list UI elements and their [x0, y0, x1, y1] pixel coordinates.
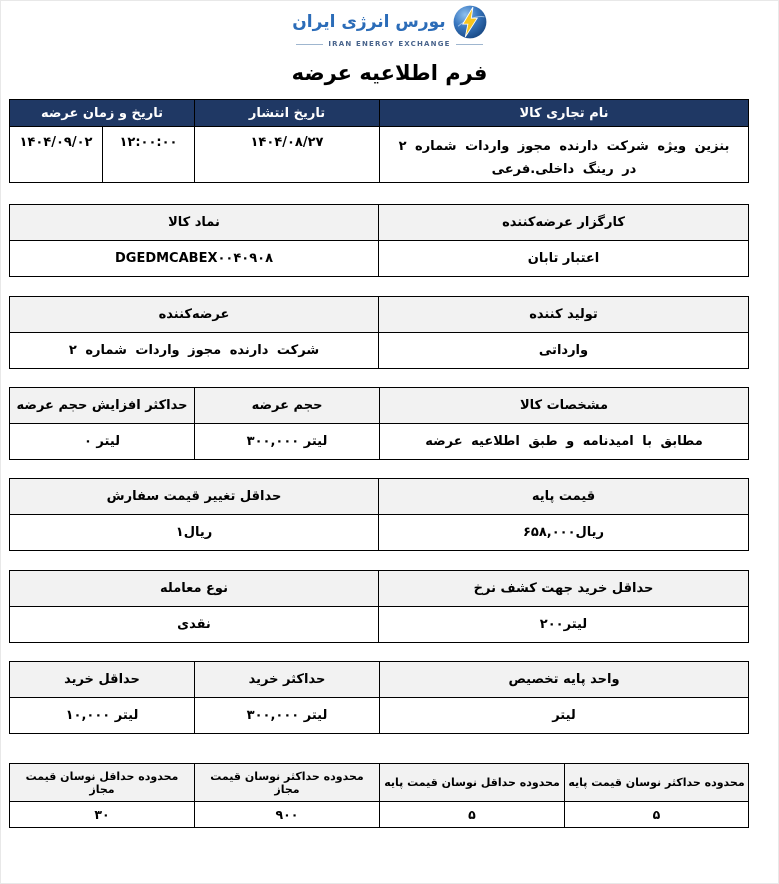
symbol-value: DGEDMCABEX۰۰۴۰۹۰۸: [10, 241, 379, 277]
value-row: [10, 424, 749, 460]
min-buy-header: حداقل خرید: [10, 662, 195, 698]
min-buy-value: لیتر ۱۰,۰۰۰: [10, 698, 195, 734]
logo-rule-left: [296, 44, 323, 45]
header-row: [10, 297, 749, 333]
fluctuation-limits-table: [9, 763, 749, 828]
logo-english-name: IRAN ENERGY EXCHANGE: [328, 40, 451, 48]
specs-volume-table: [9, 387, 749, 460]
max-increase-value: لیتر ۰: [10, 424, 195, 460]
max-buy-value: لیتر ۳۰۰,۰۰۰: [195, 698, 380, 734]
publish-date-header: تاریخ انتشار: [195, 100, 380, 127]
value-row: [10, 241, 749, 277]
header-row: [10, 571, 749, 607]
supply-time-value: ۱۲:۰۰:۰۰: [103, 127, 195, 183]
irenex-logo: [0, 5, 779, 48]
alloc-unit-value: لیتر: [380, 698, 749, 734]
header-row: [10, 662, 749, 698]
logo-subtitle-row: [297, 40, 483, 48]
min-base-fluct-header: محدوده حداقل نوسان قیمت پایه: [380, 764, 565, 802]
max-base-fluct-value: ۵: [565, 802, 749, 828]
publish-date-value: ۱۴۰۴/۰۸/۲۷: [195, 127, 380, 183]
producer-value: وارداتی: [379, 333, 749, 369]
min-discovery-header: حداقل خرید جهت کشف نرخ: [379, 571, 749, 607]
supplier-value: شرکت دارنده مجوز واردات شماره ۲: [10, 333, 379, 369]
value-row: [10, 515, 749, 551]
min-discovery-value: لیتر۲۰۰: [379, 607, 749, 643]
specs-value: مطابق با امیدنامه و طبق اطلاعیه عرضه: [380, 424, 749, 460]
trade-name-value: بنزین ویژه شرکت دارنده مجوز واردات شماره ۲ در رینگ داخلی.فرعی: [380, 127, 749, 183]
logo-rule-right: [456, 44, 483, 45]
tick-header: حداقل تغییر قیمت سفارش: [10, 479, 379, 515]
header-row: [9, 100, 748, 127]
max-allowed-fluct-header: محدوده حداکثر نوسان قیمت مجاز: [195, 764, 380, 802]
broker-value: اعتبار تابان: [379, 241, 749, 277]
trade-type-value: نقدی: [10, 607, 379, 643]
min-allowed-fluct-value: ۳۰: [10, 802, 195, 828]
value-row: [10, 607, 749, 643]
max-allowed-fluct-value: ۹۰۰: [195, 802, 380, 828]
min-allowed-fluct-header: محدوده حداقل نوسان قیمت مجاز: [10, 764, 195, 802]
min-base-fluct-value: ۵: [380, 802, 565, 828]
supply-datetime-header: تاریخ و زمان عرضه: [9, 100, 194, 127]
header-row: [10, 479, 749, 515]
volume-header: حجم عرضه: [195, 388, 380, 424]
volume-value: لیتر ۳۰۰,۰۰۰: [195, 424, 380, 460]
max-buy-header: حداکثر خرید: [195, 662, 380, 698]
value-row: [10, 802, 749, 828]
logo-persian-name: بورس انرژی ایران: [292, 12, 446, 32]
globe-lightning-icon: [453, 5, 487, 39]
trade-type-header: نوع معامله: [10, 571, 379, 607]
max-increase-header: حداکثر افزایش حجم عرضه: [10, 388, 195, 424]
tick-value: ریال۱: [10, 515, 379, 551]
specs-header: مشخصات کالا: [380, 388, 749, 424]
producer-header: تولید کننده: [379, 297, 749, 333]
header-row: [10, 388, 749, 424]
base-price-header: قیمت پایه: [379, 479, 749, 515]
max-base-fluct-header: محدوده حداکثر نوسان قیمت پایه: [565, 764, 749, 802]
base-price-value: ریال۶۵۸,۰۰۰: [379, 515, 749, 551]
value-row: [10, 333, 749, 369]
purchase-limits-table: [9, 661, 749, 734]
logo-row: [292, 5, 486, 39]
alloc-unit-header: واحد پایه تخصیص: [380, 662, 749, 698]
discovery-type-table: [9, 570, 749, 643]
value-row: [9, 127, 748, 183]
broker-symbol-table: [9, 204, 749, 277]
supplier-header: عرضه‌کننده: [10, 297, 379, 333]
supply-overview-table: [9, 99, 749, 183]
symbol-header: نماد کالا: [10, 205, 379, 241]
broker-header: کارگزار عرضه‌کننده: [379, 205, 749, 241]
price-table: [9, 478, 749, 551]
value-row: [10, 698, 749, 734]
form-title: فرم اطلاعیه عرضه: [291, 61, 488, 85]
header-row: [10, 205, 749, 241]
trade-name-header: نام تجاری کالا: [380, 100, 749, 127]
supply-date-value: ۱۴۰۴/۰۹/۰۲: [9, 127, 102, 183]
producer-supplier-table: [9, 296, 749, 369]
header-row: [10, 764, 749, 802]
